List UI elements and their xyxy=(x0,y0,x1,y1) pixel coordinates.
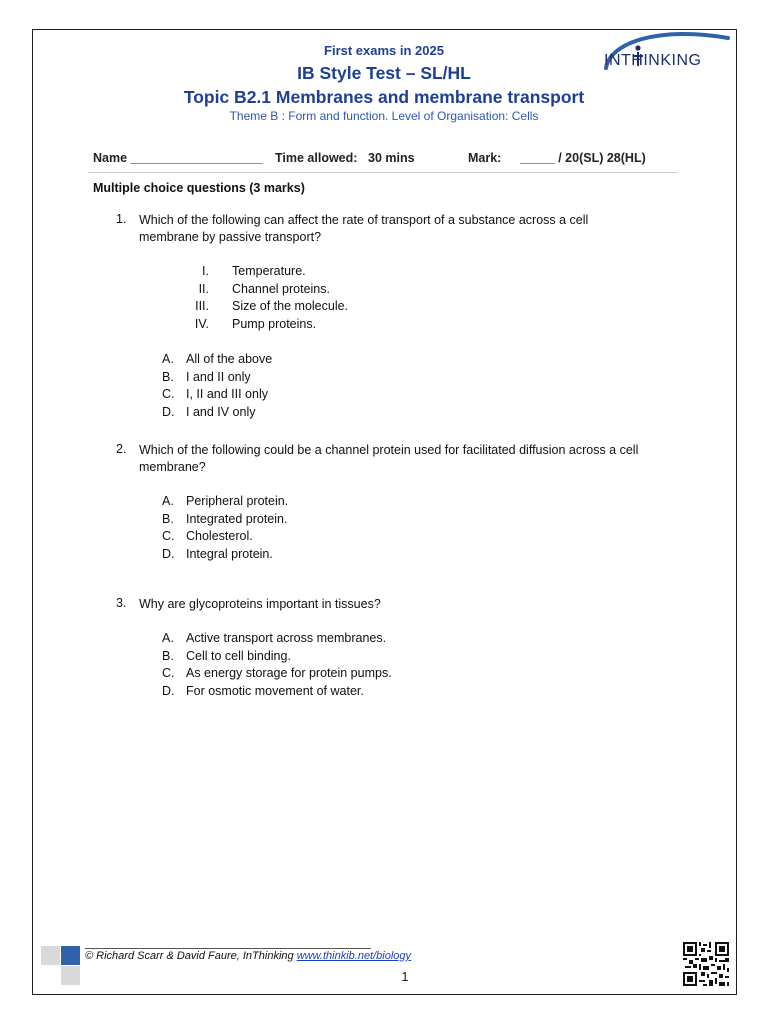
question-number: 3. xyxy=(116,596,127,610)
option-letter: D. xyxy=(162,547,175,561)
question-number: 2. xyxy=(116,442,127,456)
section-title: Multiple choice questions (3 marks) xyxy=(93,181,305,195)
mark-value: _____ / 20(SL) 28(HL) xyxy=(520,151,646,165)
footer-website-link[interactable]: www.thinkib.net/biology xyxy=(296,950,412,962)
option-letter: A. xyxy=(162,631,174,645)
option-text: Cell to cell binding. xyxy=(186,649,291,663)
option-text: All of the above xyxy=(186,352,273,366)
copyright-text: © Richard Scarr & David Faure, InThinking xyxy=(85,950,297,962)
option-letter: C. xyxy=(162,529,175,543)
option-letter: A. xyxy=(162,352,174,366)
option-text: For osmotic movement of water. xyxy=(186,684,364,698)
option-letter: C. xyxy=(162,666,175,680)
option-letter: D. xyxy=(162,684,175,698)
option-letter: B. xyxy=(162,512,174,526)
option-letter: B. xyxy=(162,370,174,384)
option-text: I and IV only xyxy=(186,405,256,419)
statement-text: Channel proteins. xyxy=(232,282,330,296)
option-text: I and II only xyxy=(186,370,251,384)
question-text-line: Which of the following could be a channel protein used for facilitated diffusion across a cell xyxy=(139,443,639,457)
option-text: Peripheral protein. xyxy=(186,494,289,508)
page-border xyxy=(32,29,737,995)
mark-label: Mark: xyxy=(468,151,502,165)
theme-subtitle: Theme B : Form and function. Level of Organisation: Cells xyxy=(229,109,539,123)
option-text: Cholesterol. xyxy=(186,529,253,543)
qr-code-icon xyxy=(683,942,729,986)
option-text: Integrated protein. xyxy=(186,512,288,526)
question-text-line: membrane? xyxy=(139,460,206,474)
option-letter: D. xyxy=(162,405,175,419)
question-number: 1. xyxy=(116,212,127,226)
footer-copyright xyxy=(85,950,411,962)
question-text-line: membrane by passive transport? xyxy=(139,230,322,244)
question-text-line: Which of the following can affect the rate of transport of a substance across a cell xyxy=(139,213,589,227)
name-field: Name ___________________ xyxy=(93,151,263,165)
header-divider xyxy=(88,172,678,173)
option-letter: B. xyxy=(162,649,174,663)
time-allowed-label: Time allowed: xyxy=(275,151,358,165)
option-text: Integral protein. xyxy=(186,547,273,561)
statement-text: Size of the molecule. xyxy=(232,299,349,313)
page-number: 1 xyxy=(401,970,409,984)
page-title: IB Style Test – SL/HL xyxy=(297,63,471,83)
option-text: I, II and III only xyxy=(186,387,268,401)
option-text: As energy storage for protein pumps. xyxy=(186,666,392,680)
question-text-line: Why are glycoproteins important in tissues? xyxy=(139,597,381,611)
time-allowed-value: 30 mins xyxy=(368,151,415,165)
option-letter: A. xyxy=(162,494,174,508)
topic-title: Topic B2.1 Membranes and membrane transport xyxy=(183,87,585,107)
statement-number: IV. xyxy=(194,317,209,331)
option-text: Active transport across membranes. xyxy=(186,631,387,645)
statement-text: Pump proteins. xyxy=(232,317,317,331)
logo-text: INTHINKING xyxy=(604,52,702,69)
statement-number: I. xyxy=(202,264,209,278)
statement-text: Temperature. xyxy=(232,264,306,278)
footer-rule xyxy=(85,948,371,949)
option-letter: C. xyxy=(162,387,175,401)
exam-year-line: First exams in 2025 xyxy=(324,43,444,58)
statement-number: II. xyxy=(198,282,209,296)
statement-number: III. xyxy=(195,299,209,313)
